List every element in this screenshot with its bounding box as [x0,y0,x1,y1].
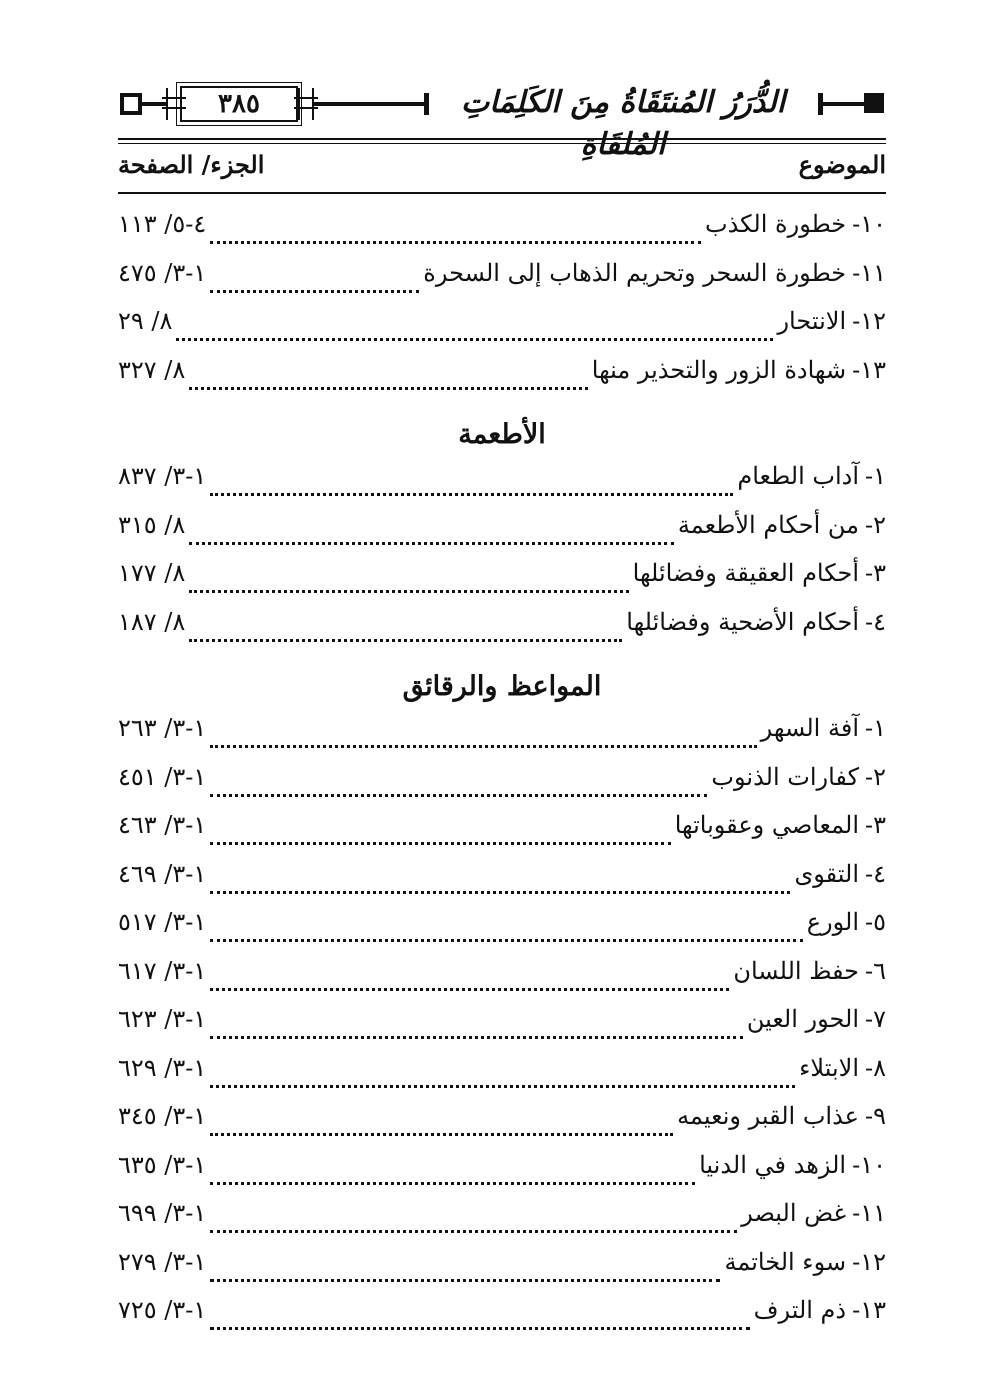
dot-leader [210,1308,749,1332]
entry-number: ١٠- [852,210,886,238]
entry-reference: ١-٣/ ٤٧٥ [118,258,207,287]
entry-number: ١٠- [852,1150,886,1179]
index-entry [118,1199,886,1248]
index-entry [118,957,886,1006]
dot-leader [210,823,670,847]
book-page [118,84,886,1344]
entry-title: آفة السهر [760,714,859,742]
entry-title: أحكام العقيقة وفضائلها [632,559,859,587]
entry-reference: ١-٣/ ٥١٧ [118,908,207,936]
entry-number: ١- [865,714,886,742]
dot-leader [210,271,419,295]
dot-leader [210,474,733,498]
entry-reference: ١-٣/ ٦٣٥ [118,1150,207,1179]
column-header-topic: الموضوع [798,150,886,179]
entry-reference: ١-٣/ ٣٤٥ [118,1102,207,1130]
entry-reference: ٨/ ١٨٧ [118,607,186,636]
entry-reference: ٨/ ١٧٧ [118,559,186,587]
dot-leader [189,571,628,595]
index-entry [118,1248,886,1297]
index-entry [118,714,886,763]
page-number-box [180,86,298,122]
entry-reference: ٨/ ٣٢٧ [118,355,186,384]
entry-number: ٥- [865,908,886,936]
entry-reference: ١-٣/ ٨٣٧ [118,462,207,490]
dot-leader [210,1260,720,1284]
ornament-square-outline [120,93,142,115]
index-entry [118,259,886,308]
entry-number: ١١- [852,258,886,287]
entry-title: سوء الخاتمة [724,1247,847,1276]
entry-title: خطورة السحر وتحريم الذهاب إلى السحرة [423,258,847,287]
dot-leader [210,872,790,896]
entry-title: الزهد في الدنيا [699,1150,847,1179]
entry-title: خطورة الكذب [704,210,847,238]
entry-reference: ١-٣/ ٦٢٣ [118,1005,207,1033]
entry-title: الانتحار [777,307,847,335]
entry-reference: ١-٣/ ٦٩٩ [118,1199,207,1227]
index-entry [118,608,886,657]
entry-number: ٩- [865,1102,886,1130]
index-entry [118,1296,886,1345]
index-entry [118,860,886,909]
index-entry [118,1151,886,1200]
entry-reference: ١-٣/ ٧٢٥ [118,1296,207,1324]
entry-number: ٤- [865,607,886,636]
entry-reference: ١-٣/ ٢٦٣ [118,714,207,742]
dot-leader [210,969,729,993]
entry-number: ١٢- [852,1247,886,1276]
entry-title: عذاب القبر ونعيمه [677,1102,859,1130]
entry-number: ٤- [865,859,886,888]
entry-number: ١- [865,462,886,490]
entry-reference: ١-٣/ ٦٢٩ [118,1053,207,1082]
book-title: الدُّرَرُ المُنتَقَاةُ مِنَ الكَلِمَاتِ المُلقَاةِ [460,85,786,162]
entry-number: ٨- [865,1053,886,1082]
entry-reference: ٨/ ٢٩ [118,307,173,335]
column-headers [118,150,886,190]
header-rule [823,102,867,106]
index-entry [118,1102,886,1151]
index-entry [118,1054,886,1103]
entry-title: المعاصي وعقوباتها [674,811,859,839]
dot-leader [210,1163,695,1187]
column-header-rule [118,192,886,194]
index-entry [118,559,886,608]
index-entry [118,462,886,511]
entry-reference: ١-٣/ ٤٥١ [118,762,207,791]
entry-number: ٢- [865,762,886,791]
entry-title: أحكام الأضحية وفضائلها [626,607,859,636]
ornament-square-filled [864,93,884,113]
entry-number: ١١- [852,1199,886,1227]
section-heading-foods: الأطعمة [458,419,546,450]
index-entry [118,1005,886,1054]
dot-leader [189,620,622,644]
entry-number: ٣- [865,559,886,587]
entry-number: ١٣- [852,1296,886,1324]
entry-number: ٢- [865,510,886,539]
index-entries [118,210,886,1345]
dot-leader [210,1211,737,1235]
entry-reference: ١-٣/ ٦١٧ [118,956,207,985]
entry-title: شهادة الزور والتحذير منها [591,355,847,384]
ornament-knot-icon [298,88,314,120]
entry-reference: ١-٣/ ٢٧٩ [118,1247,207,1276]
dot-leader [210,222,701,246]
entry-reference: ٤-٥/ ١١٣ [118,210,207,238]
entry-title: من أحكام الأطعمة [677,510,859,539]
dot-leader [189,523,674,547]
entry-title: غض البصر [741,1199,847,1227]
entry-number: ٣- [865,811,886,839]
entry-reference: ١-٣/ ٤٦٩ [118,859,207,888]
dot-leader [210,775,707,799]
running-header [118,84,886,162]
index-entry [118,511,886,560]
entry-title: حفظ اللسان [733,956,859,985]
dot-leader [176,319,773,343]
dot-leader [210,1017,743,1041]
index-entry [118,908,886,957]
section-heading-sermons: المواعظ والرقائق [402,671,602,702]
entry-title: كفارات الذنوب [711,762,859,791]
entry-title: الابتلاء [799,1053,859,1082]
header-rule [142,102,166,106]
dot-leader [210,1066,795,1090]
dot-leader [210,726,756,750]
entry-title: التقوى [794,859,859,888]
entry-number: ٧- [865,1005,886,1033]
entry-title: الحور العين [746,1005,859,1033]
entry-number: ١٢- [852,307,886,335]
index-entry [118,811,886,860]
entry-number: ١٣- [852,355,886,384]
header-rule [314,102,426,106]
index-entry [118,210,886,259]
column-header-volume-page: الجزء/ الصفحة [118,150,265,179]
index-entry [118,763,886,812]
page-number: ٣٨٥ [218,89,260,119]
entry-title: ذم الترف [753,1296,847,1324]
header-double-rule [118,138,886,144]
entry-reference: ١-٣/ ٤٦٣ [118,811,207,839]
entry-title: آداب الطعام [737,462,859,490]
entry-reference: ٨/ ٣١٥ [118,510,186,539]
dot-leader [210,920,802,944]
dot-leader [210,1114,673,1138]
entry-title: الورع [806,908,859,936]
index-entry [118,307,886,356]
dot-leader [189,368,587,392]
index-entry [118,356,886,405]
entry-number: ٦- [865,956,886,985]
header-bar [424,93,429,115]
